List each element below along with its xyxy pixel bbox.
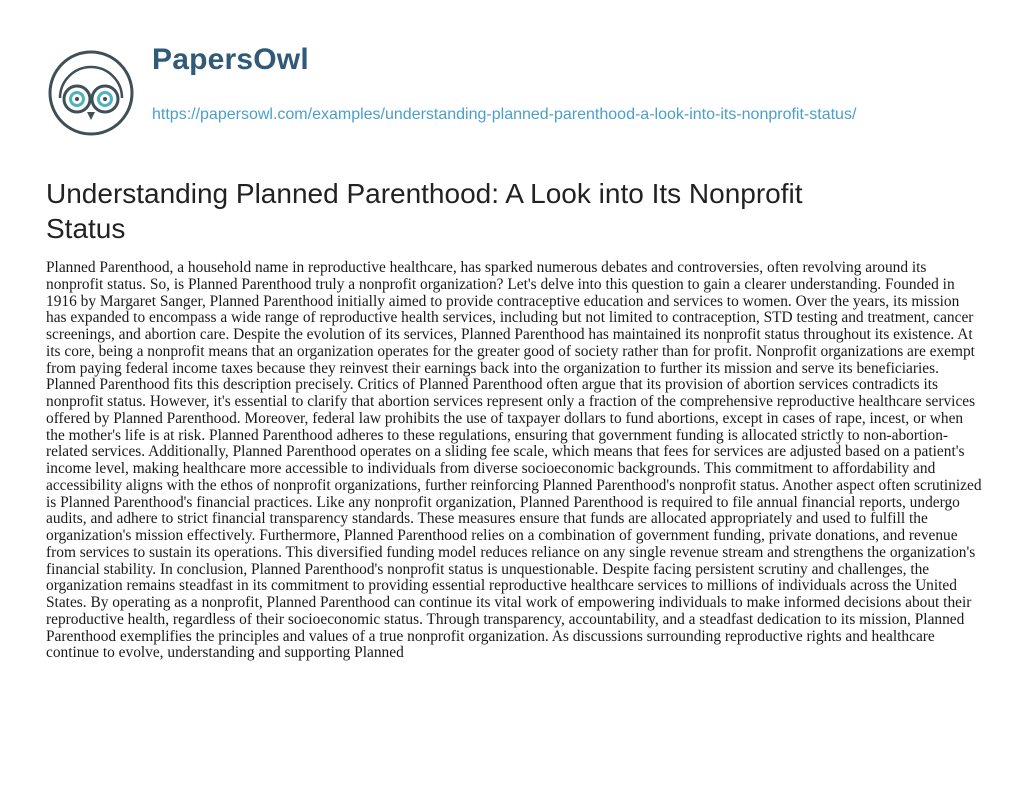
essay-body: Planned Parenthood, a household name in reproductive healthcare, has sparked numerous debates and controversies, often revolving around its nonprofit status. So, is Planned Parenthood truly a nonprofit organization? Let's delve into this question to gain a clearer understanding. Founded in 1916 by Margaret Sanger, Planned Parenthood initially aimed to provide contraceptive education and services to women. Over the years, its mission has expanded to encompass a wide range of reproductive health services, including but not limited to contraception, STD testing and treatment, cancer screenings, and abortion care. Despite the evolution of its services, Planned Parenthood has maintained its nonprofit status throughout its existence. At its core, being a nonprofit means that an organization operates for the greater good of society rather than for profit. Nonprofit organizations are exempt from paying federal income taxes because they reinvest their earnings back into the organization to further its mission and serve its beneficiaries. Planned Parenthood fits this description precisely. Critics of Planned Parenthood often argue that its provision of abortion services contradicts its nonprofit status. However, it's essential to clarify that abortion services represent only a fraction of the comprehensive reproductive healthcare services offered by Planned Parenthood. Moreover, federal law prohibits the use of taxpayer dollars to fund abortions, except in cases of rape, incest, or when the mother's life is at risk. Planned Parenthood adheres to these regulations, ensuring that government funding is allocated strictly to non-abortion-related services. Additionally, Planned Parenthood operates on a sliding fee scale, which means that fees for services are adjusted based on a patient's income level, making healthcare more accessible to individuals from diverse socioeconomic backgrounds. This commitment to affordability and accessibility aligns with the ethos of nonprofit organizations, further reinforcing Planned Parenthood's nonprofit status. Another aspect often scrutinized is Planned Parenthood's financial practices. Like any nonprofit organization, Planned Parenthood is required to file annual financial reports, undergo audits, and adhere to strict financial transparency standards. These measures ensure that funds are allocated appropriately and used to fulfill the organization's mission effectively. Furthermore, Planned Parenthood relies on a combination of government funding, private donations, and revenue from services to sustain its operations. This diversified funding model reduces reliance on any single revenue stream and strengthens the organization's financial stability. In conclusion, Planned Parenthood's nonprofit status is unquestionable. Despite facing persistent scrutiny and challenges, the organization remains steadfast in its commitment to providing essential reproductive healthcare services to millions of individuals across the United States. By operating as a nonprofit, Planned Parenthood can continue its vital work of empowering individuals to make informed decisions about their reproductive health, regardless of their socioeconomic status. Through transparency, accountability, and a steadfast dedication to its mission, Planned Parenthood exemplifies the principles and values of a true nonprofit organization. As discussions surrounding reproductive rights and healthcare continue to evolve, understanding and supporting Planned (46, 259, 982, 662)
source-link[interactable]: https://papersowl.com/examples/understanding-planned-parenthood-a-look-into-its-nonprofit-status/ (152, 106, 857, 123)
logo-graphic (46, 48, 136, 138)
owl-eyes-icon[interactable] (46, 48, 136, 138)
page-title: Understanding Planned Parenthood: A Look into Its Nonprofit Status (46, 178, 803, 244)
site-header (46, 36, 996, 154)
brand-name[interactable]: PapersOwl (152, 43, 309, 76)
